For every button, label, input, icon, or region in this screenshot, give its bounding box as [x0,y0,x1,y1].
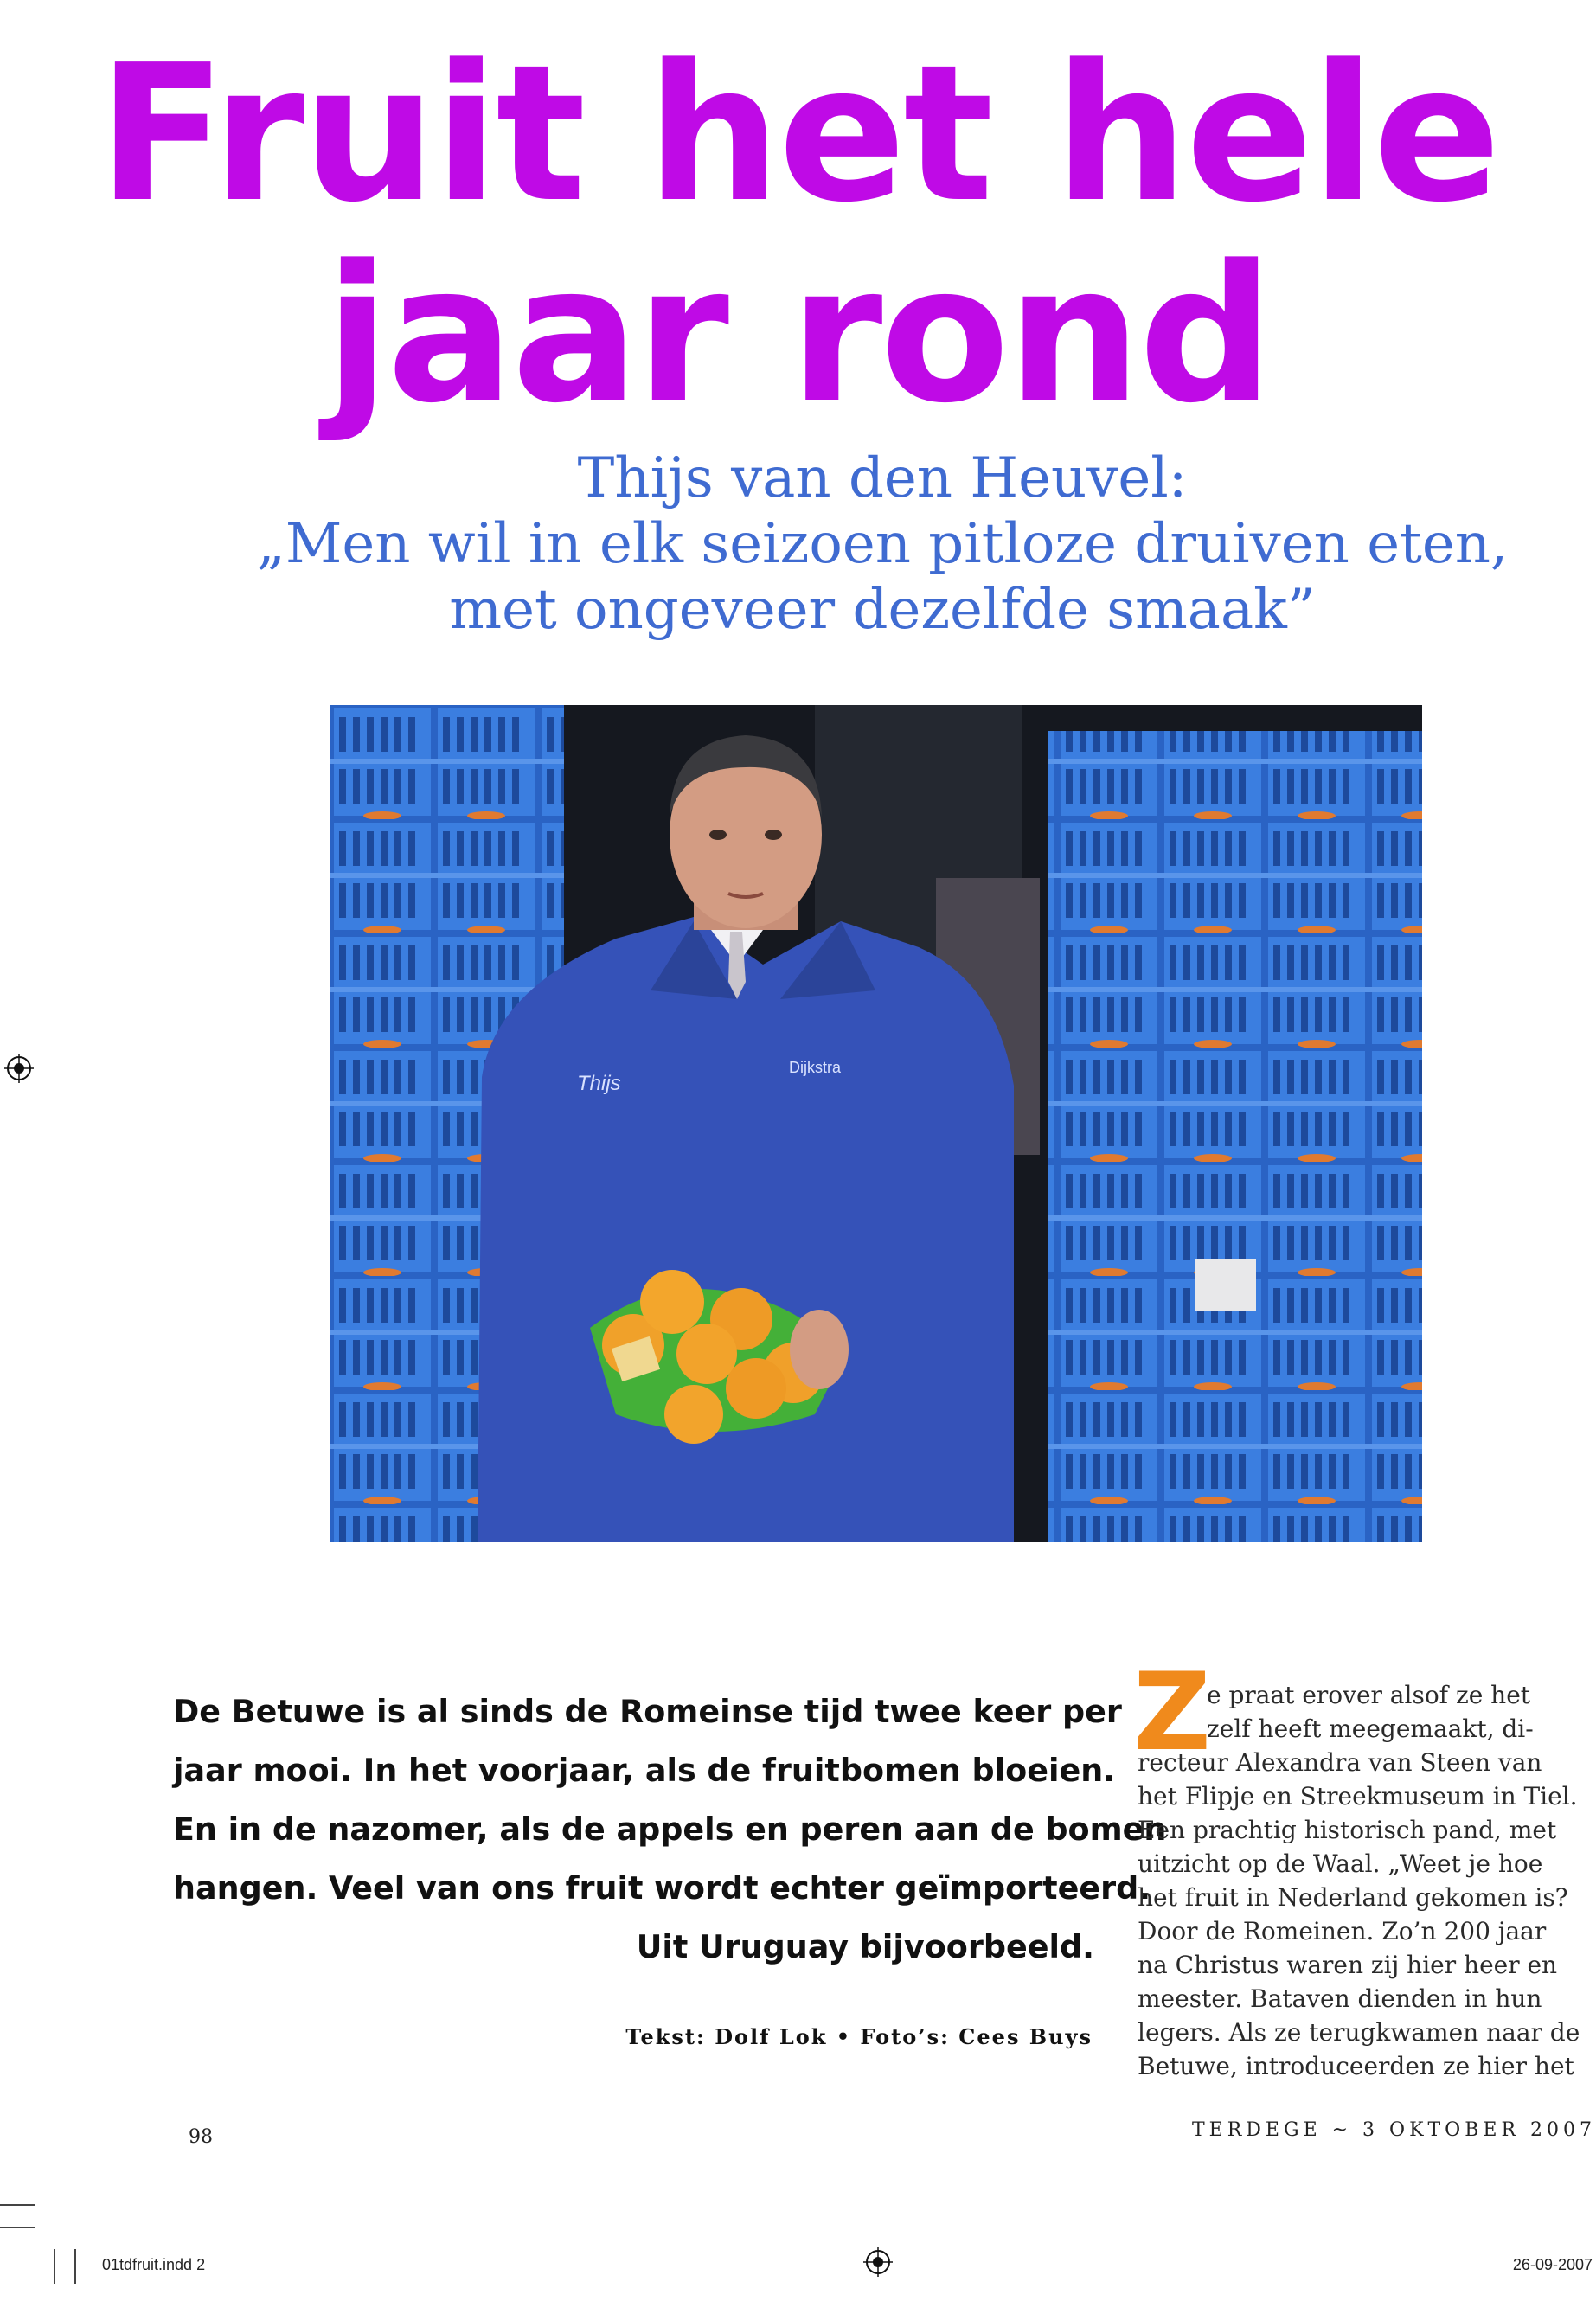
crop-mark [74,2249,76,2284]
body-line: het Flipje en Streekmuseum in Tiel. [1138,1782,1578,1811]
intro-line: Uit Uruguay bijvoorbeeld. [636,1928,1094,1965]
headline [0,25,1596,445]
body-line: uitzicht op de Waal. „Weet je hoe [1138,1849,1543,1878]
intro-line: hangen. Veel van ons fruit wordt echter geïmporteerd. [173,1869,1151,1907]
registration-mark-icon [863,2247,893,2277]
intro-line: De Betuwe is al sinds de Romeinse tijd twee keer per [173,1693,1122,1730]
crop-mark [0,2204,35,2206]
magazine-footer: TERDEGE ~ 3 OKTOBER 2007 [1192,2119,1596,2141]
intro-line: jaar mooi. In het voorjaar, als de fruitbomen bloeien. [173,1752,1116,1789]
headline-line-1: Fruit het hele [97,25,1499,244]
drop-cap: Z [1133,1650,1211,1775]
body-column [1138,1678,1596,2083]
blue-jacket [478,917,1014,1542]
orange [676,1324,737,1384]
subheadline-line-3: met ongeveer dezelfde smaak” [449,578,1316,642]
photo-illustration [330,705,1422,1542]
hand [790,1310,849,1389]
body-line: zelf heeft meegemaakt, di- [1207,1715,1534,1743]
jacket-name-tag: Thijs [577,1072,621,1095]
body-line: recteur Alexandra van Steen van [1138,1748,1542,1777]
page-number: 98 [189,2126,213,2148]
jacket-logo: Dijkstra [789,1059,842,1076]
subheadline-line-1: Thijs van den Heuvel: [577,446,1188,510]
subheadline-line-2: „Men wil in elk seizoen pitloze druiven eten, [256,512,1509,576]
body-line: Betuwe, introduceerden ze hier het [1138,2052,1574,2080]
subheadline [208,445,1557,643]
body-line: na Christus waren zij hier heer en [1138,1951,1558,1979]
crop-mark [0,2227,35,2228]
slug-date: 26-09-2007 [1512,2256,1593,2273]
intro-line: En in de nazomer, als de appels en peren aan de bomen [173,1811,1167,1848]
orange [726,1358,786,1419]
body-line: meester. Bataven dienden in hun [1138,1984,1542,2013]
intro-paragraph [173,1682,1167,1977]
crate-stack-right [1048,731,1422,1542]
article-photo [330,705,1422,1542]
orange [664,1385,723,1444]
crop-mark [54,2249,55,2284]
body-line: e praat erover alsof ze het [1207,1681,1531,1709]
body-line: het fruit in Nederland gekomen is? [1138,1883,1568,1912]
body-line: legers. Als ze terugkwamen naar de [1138,2018,1580,2047]
body-line: Door de Romeinen. Zo’n 200 jaar [1138,1917,1547,1945]
body-line: Een prachtig historisch pand, met [1138,1816,1557,1844]
orange [640,1270,704,1334]
headline-line-2: jaar rond [324,226,1272,445]
credits: Tekst: Dolf Lok • Foto’s: Cees Buys [625,2024,1093,2049]
slug-filename: 01tdfruit.indd 2 [102,2256,206,2273]
registration-mark-icon [4,1054,34,1083]
